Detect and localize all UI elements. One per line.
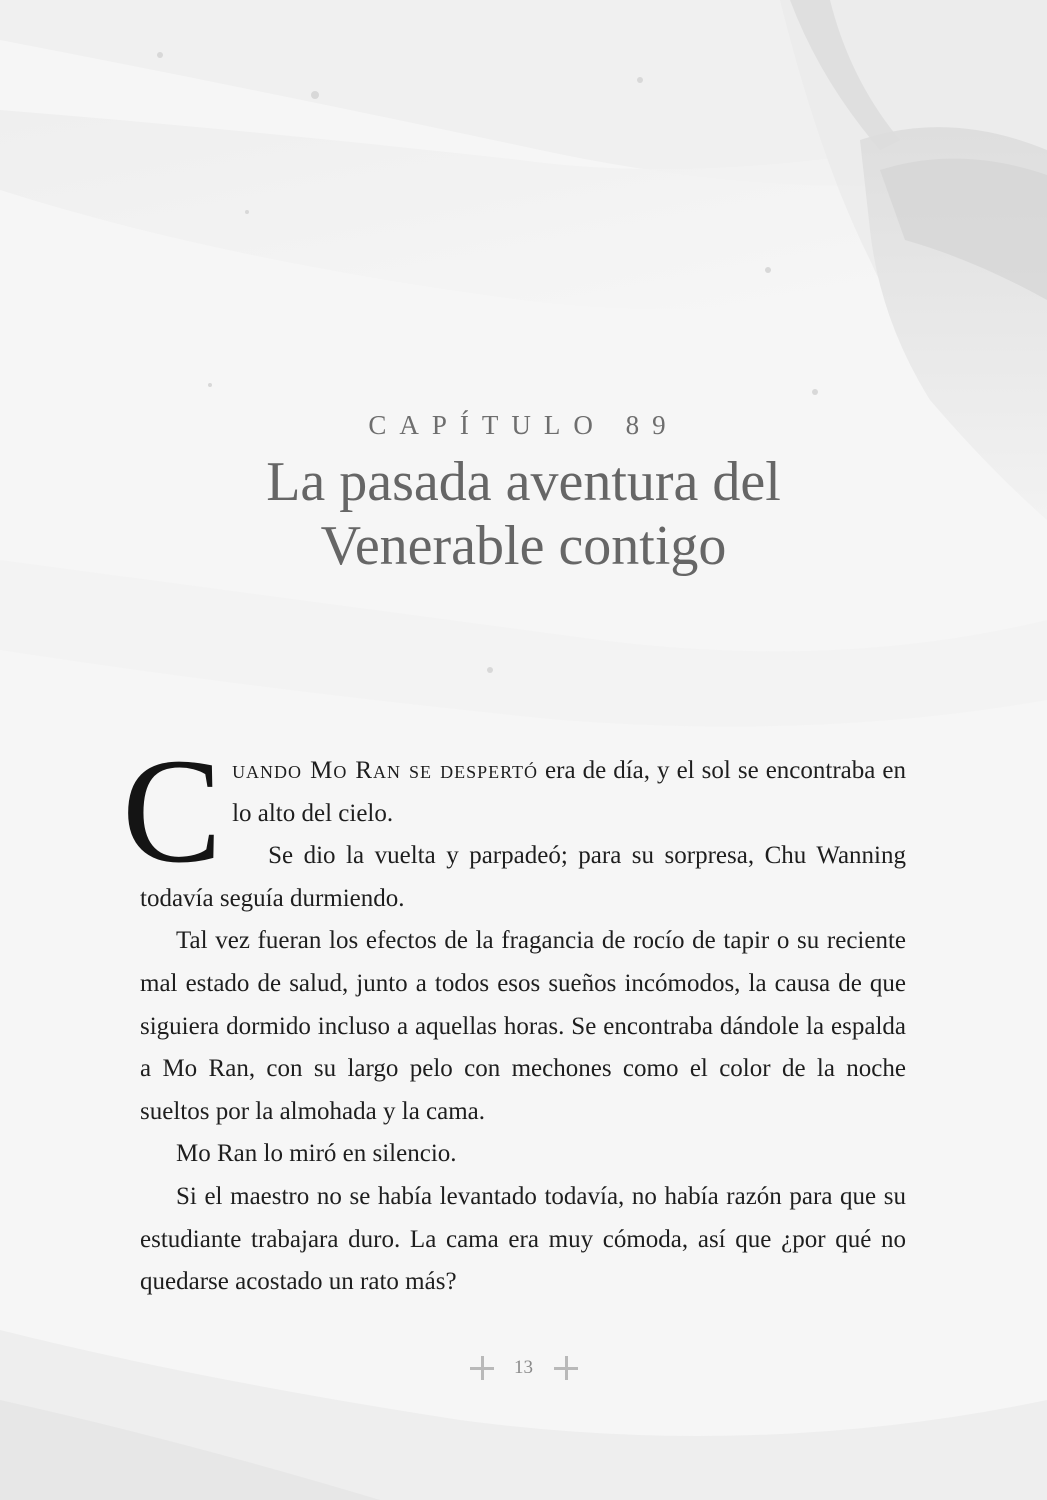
- opening-smallcaps: uando Mo Ran se despertó: [232, 757, 539, 784]
- paragraph-3: Tal vez fueran los efectos de la fragancia de rocío de tapir o su reciente mal estado de salud, junto a todos esos sueños incómodos, la causa de que siguiera dormido incluso a aquellas horas. Se encontraba dándole la espalda a Mo Ran, con su largo pelo con mechones como el color de la noche sueltos por la almohada y la cama.: [140, 927, 906, 1125]
- page-footer: [0, 1350, 1047, 1386]
- drop-cap: C: [122, 728, 223, 894]
- chapter-title-line-1: La pasada aventura del: [266, 451, 781, 513]
- paragraph-5: Si el maestro no se había levantado todavía, no había razón para que su estudiante trabajara duro. La cama era muy cómoda, así que ¿por qué no quedarse acostado un rato más?: [140, 1182, 906, 1296]
- chapter-title: [0, 450, 1047, 578]
- cross-ornament-icon: [554, 1356, 578, 1380]
- chapter-body: [122, 728, 906, 1304]
- chapter-title-line-2: Venerable contigo: [320, 515, 727, 577]
- paragraph-4: Mo Ran lo miró en silencio.: [176, 1140, 457, 1168]
- paragraph-opening-text: era de día, y el sol se encontraba en lo alto del cielo.: [232, 757, 906, 827]
- cross-ornament-icon: [470, 1356, 494, 1380]
- chapter-label: CAPÍTULO 89: [368, 410, 679, 440]
- page-number: 13: [514, 1357, 533, 1378]
- paragraph-2: Se dio la vuelta y parpadeó; para su sorpresa, Chu Wanning todavía seguía durmiendo.: [140, 842, 906, 912]
